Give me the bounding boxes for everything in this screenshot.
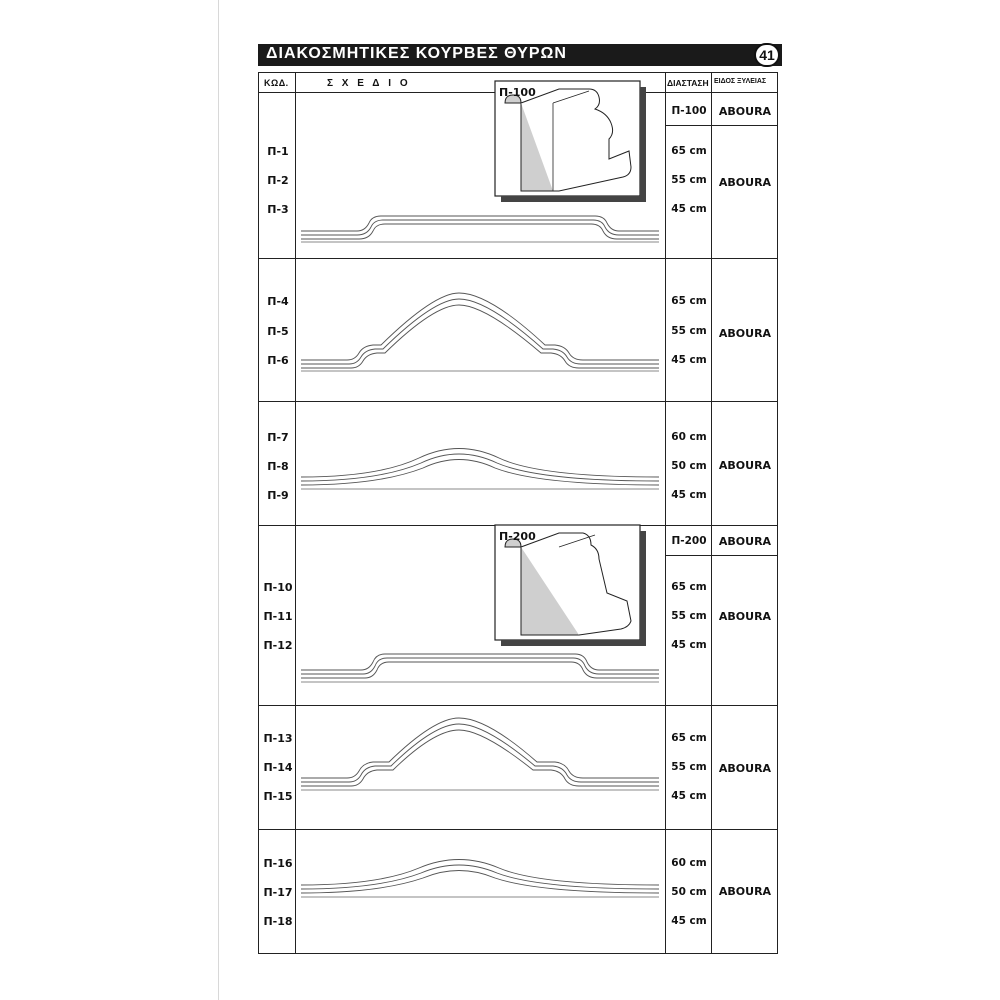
item-dimension: 55 cm: [671, 174, 707, 186]
item-code: Π-3: [267, 203, 289, 216]
item-dimension: 45 cm: [671, 790, 707, 802]
item-code: Π-4: [267, 295, 289, 308]
item-code: Π-8: [267, 460, 289, 473]
molding-drawing-2: [301, 293, 659, 371]
page-title: ΔΙΑΚΟΣΜΗΤΙΚΕΣ ΚΟΥΡΒΕΣ ΘΥΡΩΝ: [266, 45, 567, 62]
item-code: Π-13: [263, 732, 293, 745]
molding-drawing-3: [301, 449, 659, 490]
header-design: Σ Χ Ε Δ Ι Ο: [327, 78, 411, 89]
item-dimension: 65 cm: [671, 295, 707, 307]
item-code: Π-15: [263, 790, 293, 803]
item-code: Π-16: [263, 857, 293, 870]
header-code: ΚΩΔ.: [264, 78, 289, 88]
catalog-table: [258, 72, 778, 954]
item-code: Π-2: [267, 174, 289, 187]
item-dimension: 45 cm: [671, 639, 707, 651]
profile-label: Π-200: [499, 530, 536, 543]
item-code: Π-5: [267, 325, 289, 338]
item-dimension: 55 cm: [671, 325, 707, 337]
item-dimension: 65 cm: [671, 732, 707, 744]
molding-drawing-5: [301, 718, 659, 790]
item-code: Π-6: [267, 354, 289, 367]
item-dimension: 55 cm: [671, 610, 707, 622]
molding-drawing-4: [301, 654, 659, 682]
item-wood: ABOURA: [718, 610, 772, 623]
profile-wood: ABOURA: [718, 105, 772, 118]
title-bar: [258, 44, 782, 66]
design-drawings: [259, 73, 779, 955]
item-code: Π-1: [267, 145, 289, 158]
item-code: Π-7: [267, 431, 289, 444]
header-dimension: ΔΙΑΣΤΑΣΗ: [667, 78, 709, 88]
molding-drawing-6: [301, 860, 659, 898]
item-wood: ABOURA: [718, 459, 772, 472]
profile-wood: ABOURA: [718, 535, 772, 548]
item-code: Π-11: [263, 610, 293, 623]
item-dimension: 45 cm: [671, 203, 707, 215]
item-dimension: 65 cm: [671, 581, 707, 593]
page-spine: [218, 0, 219, 1000]
profile-inset-p100: [495, 81, 646, 202]
item-dimension: 60 cm: [671, 857, 707, 869]
header-wood-type: ΕΙΔΟΣ ΞΥΛΕΙΑΣ: [714, 78, 767, 85]
item-dimension: 45 cm: [671, 489, 707, 501]
profile-dimension: Π-200: [671, 535, 707, 547]
molding-drawing-1: [301, 216, 659, 242]
item-code: Π-10: [263, 581, 293, 594]
item-dimension: 60 cm: [671, 431, 707, 443]
item-code: Π-12: [263, 639, 293, 652]
item-wood: ABOURA: [718, 762, 772, 775]
item-code: Π-9: [267, 489, 289, 502]
item-dimension: 45 cm: [671, 915, 707, 927]
item-code: Π-17: [263, 886, 293, 899]
profile-label: Π-100: [499, 86, 536, 99]
item-dimension: 50 cm: [671, 886, 707, 898]
item-dimension: 45 cm: [671, 354, 707, 366]
item-code: Π-14: [263, 761, 293, 774]
item-wood: ABOURA: [718, 327, 772, 340]
item-dimension: 50 cm: [671, 460, 707, 472]
page-number: 41: [754, 43, 780, 67]
item-wood: ABOURA: [718, 176, 772, 189]
item-code: Π-18: [263, 915, 293, 928]
profile-dimension: Π-100: [671, 105, 707, 117]
item-dimension: 65 cm: [671, 145, 707, 157]
item-wood: ABOURA: [718, 885, 772, 898]
profile-inset-p200: [495, 525, 646, 646]
item-dimension: 55 cm: [671, 761, 707, 773]
